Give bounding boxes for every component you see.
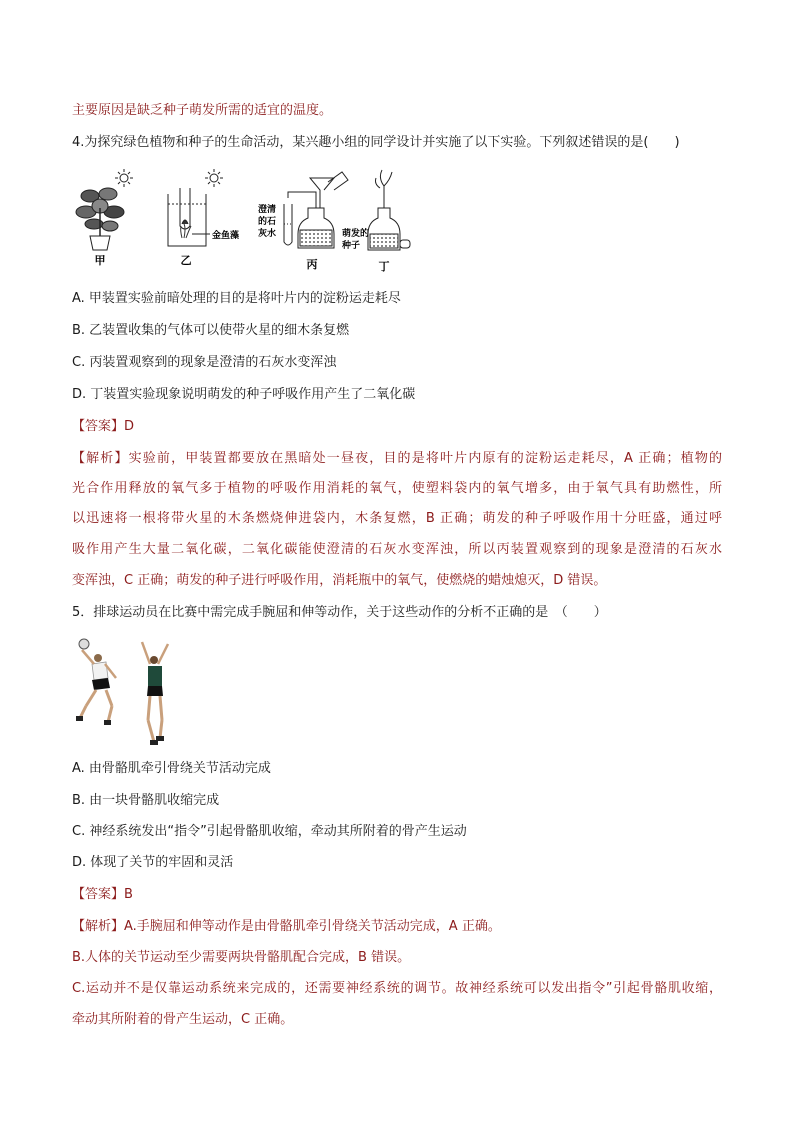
q4-explanation-line: 变浑浊，C 正确；萌发的种子进行呼吸作用，消耗瓶中的氧气，使燃烧的蜡烛熄灭，D 错误。 [72,573,607,588]
question-4-stem: 4.为探究绿色植物和种子的生命活动，某兴趣小组的同学设计并实施了以下实验。下列叙述错误的是( ) [72,135,680,150]
label-goldfish: 金鱼藻 [212,231,240,241]
volleyball-players-figure [72,634,188,752]
q4-option-d: D. 丁装置实验现象说明萌发的种子呼吸作用产生了二氧化碳 [72,387,416,402]
label-jia: 甲 [94,254,106,267]
flask-icon [368,170,410,250]
label-lime-3: 灰水 [258,229,277,239]
volleyball-player-icon [142,642,168,745]
label-ding: 丁 [378,260,390,273]
previous-explanation-end: 主要原因是缺乏种子萌发所需的适宜的温度。 [72,103,333,118]
volleyball-player-icon [76,639,116,725]
q5-explanation-line: 牵动其所附着的骨产生运动，C 正确。 [72,1012,294,1027]
q5-option-b: B. 由一块骨骼肌收缩完成 [72,793,220,808]
label-seed-2: 种子 [342,241,361,251]
label-bing: 丙 [306,258,318,271]
sun-icon [205,169,223,187]
q5-answer: 【答案】B [72,887,133,902]
q5-explanation-line: C.运动并不是仅靠运动系统来完成的，还需要神经系统的调节。故神经系统可以发出指令”引起骨骼肌收缩， [72,981,722,996]
label-lime-2: 的石 [258,217,277,227]
label-yi: 乙 [180,254,192,267]
q4-option-b: B. 乙装置收集的气体可以使带火星的细木条复燃 [72,323,350,338]
q5-option-d: D. 体现了关节的牢固和灵活 [72,855,234,870]
q4-answer: 【答案】D [72,419,135,434]
label-lime-1: 澄清 [258,205,277,215]
q4-option-c: C. 丙装置观察到的现象是澄清的石灰水变浑浊 [72,355,337,370]
q4-explanation-line: 吸作用产生大量二氧化碳，二氧化碳能使澄清的石灰水变浑浊，所以丙装置观察到的现象是澄清的石灰水 [72,542,722,557]
beaker-icon [168,188,210,246]
potted-plant-icon [76,188,124,250]
label-seed-1: 萌发的 [342,229,370,239]
experiment-figure [72,168,422,276]
q4-explanation-line: 以迅速将一根将带火星的木条燃烧伸进袋内，木条复燃，B 正确；萌发的种子呼吸作用十分旺盛，通过呼 [72,511,722,526]
q4-explanation-line: 光合作用释放的氧气多于植物的呼吸作用消耗的氧气，使塑料袋内的氧气增多，由于氧气具有助燃性，所 [72,481,722,496]
q4-option-a: A. 甲装置实验前暗处理的目的是将叶片内的淀粉运走耗尽 [72,291,401,306]
q5-option-a: A. 由骨骼肌牵引骨绕关节活动完成 [72,761,271,776]
q5-option-c: C. 神经系统发出“指令”引起骨骼肌收缩，牵动其所附着的骨产生运动 [72,824,467,839]
flask-icon [298,172,348,248]
q5-explanation-line: B.人体的关节运动至少需要两块骨骼肌配合完成，B 错误。 [72,950,411,965]
sun-icon [115,169,133,187]
question-5-stem: 5．排球运动员在比赛中需完成手腕屈和伸等动作，关于这些动作的分析不正确的是 （ ） [72,605,607,620]
q5-explanation-line: 【解析】A.手腕屈和伸等动作是由骨骼肌牵引骨绕关节活动完成，A 正确。 [72,919,501,934]
q4-explanation-line: 【解析】实验前，甲装置都要放在黑暗处一昼夜，目的是将叶片内原有的淀粉运走耗尽，A 正确；植物的 [72,451,722,466]
